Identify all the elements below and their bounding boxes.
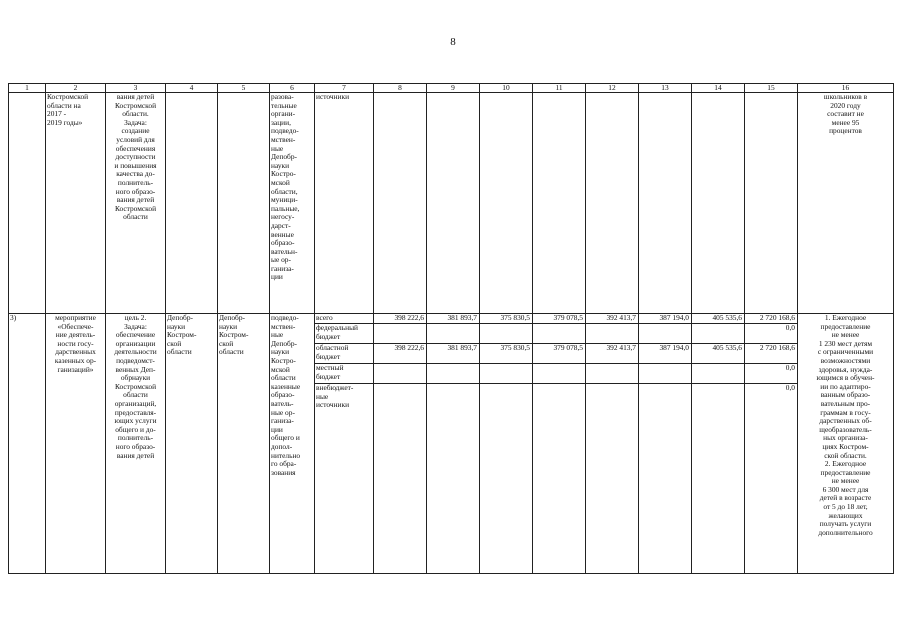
value-cell xyxy=(374,93,427,314)
goal-task-cell: цель 2. Задача: обеспечение организации деятельности подведомст- венных Деп- обрнауки Костромской области организаций, предоставля- ющих услуги общего и до- полнитель- ного образо- вания детей xyxy=(106,314,166,574)
value-cell xyxy=(692,324,745,344)
value-cell xyxy=(586,364,639,384)
value-cell xyxy=(427,324,480,344)
source-label-cell: внебюджет- ные источники xyxy=(315,384,374,574)
value-cell: 392 413,7 xyxy=(586,314,639,324)
header-cell: 10 xyxy=(480,84,533,93)
value-cell xyxy=(692,384,745,574)
coordinator-cell xyxy=(166,93,218,314)
header-cell: 3 xyxy=(106,84,166,93)
value-cell: 2 720 168,6 xyxy=(745,344,798,364)
header-cell: 2 xyxy=(46,84,106,93)
row-number-cell: 3) xyxy=(9,314,46,574)
header-row xyxy=(9,84,894,93)
value-cell xyxy=(639,384,692,574)
source-label-cell: всего xyxy=(315,314,374,324)
header-cell: 7 xyxy=(315,84,374,93)
program-name-cell: Костромской области на 2017 - 2019 годы» xyxy=(46,93,106,314)
value-cell xyxy=(692,364,745,384)
table-row xyxy=(9,314,894,324)
header-cell: 1 xyxy=(9,84,46,93)
value-cell xyxy=(533,384,586,574)
value-cell: 379 078,5 xyxy=(533,344,586,364)
value-cell: 405 535,6 xyxy=(692,344,745,364)
row-number-cell xyxy=(9,93,46,314)
source-cell: источники xyxy=(315,93,374,314)
executor-cell xyxy=(218,93,270,314)
source-label-cell: местный бюджет xyxy=(315,364,374,384)
value-cell xyxy=(427,364,480,384)
value-cell: 0,0 xyxy=(745,324,798,344)
value-cell: 405 535,6 xyxy=(692,314,745,324)
program-table xyxy=(8,83,894,574)
coordinator-cell: Депобр- науки Костром- ской области xyxy=(166,314,218,574)
header-cell: 11 xyxy=(533,84,586,93)
value-cell: 379 078,5 xyxy=(533,314,586,324)
value-cell xyxy=(586,93,639,314)
header-cell: 8 xyxy=(374,84,427,93)
header-cell: 13 xyxy=(639,84,692,93)
header-cell: 14 xyxy=(692,84,745,93)
program-name-cell: мероприятие «Обеспече- ние деятель- ности госу- дарственных казенных ор- ганизаций» xyxy=(46,314,106,574)
source-label-cell: областной бюджет xyxy=(315,344,374,364)
value-cell: 381 893,7 xyxy=(427,344,480,364)
value-cell: 375 830,5 xyxy=(480,344,533,364)
value-cell xyxy=(745,93,798,314)
value-cell xyxy=(480,364,533,384)
value-cell: 2 720 168,6 xyxy=(745,314,798,324)
value-cell: 381 893,7 xyxy=(427,314,480,324)
value-cell: 0,0 xyxy=(745,364,798,384)
value-cell: 375 830,5 xyxy=(480,314,533,324)
value-cell: 398 222,6 xyxy=(374,344,427,364)
value-cell xyxy=(533,324,586,344)
value-cell: 0,0 xyxy=(745,384,798,574)
value-cell xyxy=(639,324,692,344)
header-cell: 15 xyxy=(745,84,798,93)
header-cell: 16 xyxy=(798,84,894,93)
result-cell: 1. Ежегодное предоставление не менее 1 230 мест детям с ограниченными возможностями здоровья, нужда- ющимся в обучен- ии по адаптиро- ванным образо- вательным про- граммам в госу- дарственных об- щеобразователь- ных организа- циях Костром- ской области. 2. Ежегодное предоставление не менее 6 300 мест для детей в возрасте от 5 до 18 лет, желающих получать услуги дополнительного xyxy=(798,314,894,574)
participants-cell: подведо- мствен- ные Депобр- науки Костро- мской области казенные образо- ватель- ные ор- ганиза- ции общего и допол- нительно го обра- зования xyxy=(270,314,315,574)
executor-cell: Депобр- науки Костром- ской области xyxy=(218,314,270,574)
value-cell xyxy=(374,324,427,344)
value-cell xyxy=(533,93,586,314)
value-cell xyxy=(639,364,692,384)
header-cell: 5 xyxy=(218,84,270,93)
value-cell xyxy=(692,93,745,314)
value-cell xyxy=(480,384,533,574)
value-cell: 387 194,0 xyxy=(639,314,692,324)
value-cell xyxy=(639,93,692,314)
value-cell: 387 194,0 xyxy=(639,344,692,364)
value-cell xyxy=(427,384,480,574)
header-cell: 6 xyxy=(270,84,315,93)
header-cell: 9 xyxy=(427,84,480,93)
value-cell: 392 413,7 xyxy=(586,344,639,364)
goal-task-cell: вания детей Костромской области. Задача: создание условий для обеспечения доступности и повышения качества до- полнитель- ного образо- вания детей Костромской области xyxy=(106,93,166,314)
value-cell xyxy=(427,93,480,314)
value-cell xyxy=(480,93,533,314)
page-number: 8 xyxy=(450,36,456,48)
header-cell: 12 xyxy=(586,84,639,93)
participants-cell: разова- тельные органи- зации, подведо- мствен- ные Депобр- науки Костро- мской области, муници- пальные, негосу- дарст- венные образо- вательн- ые ор- ганиза- ции xyxy=(270,93,315,314)
value-cell: 398 222,6 xyxy=(374,314,427,324)
result-cell: школьников в 2020 году составит не менее 95 процентов xyxy=(798,93,894,314)
value-cell xyxy=(374,364,427,384)
value-cell xyxy=(533,364,586,384)
table-row xyxy=(9,93,894,314)
value-cell xyxy=(586,324,639,344)
header-cell: 4 xyxy=(166,84,218,93)
value-cell xyxy=(374,384,427,574)
value-cell xyxy=(480,324,533,344)
source-label-cell: федеральный бюджет xyxy=(315,324,374,344)
value-cell xyxy=(586,384,639,574)
